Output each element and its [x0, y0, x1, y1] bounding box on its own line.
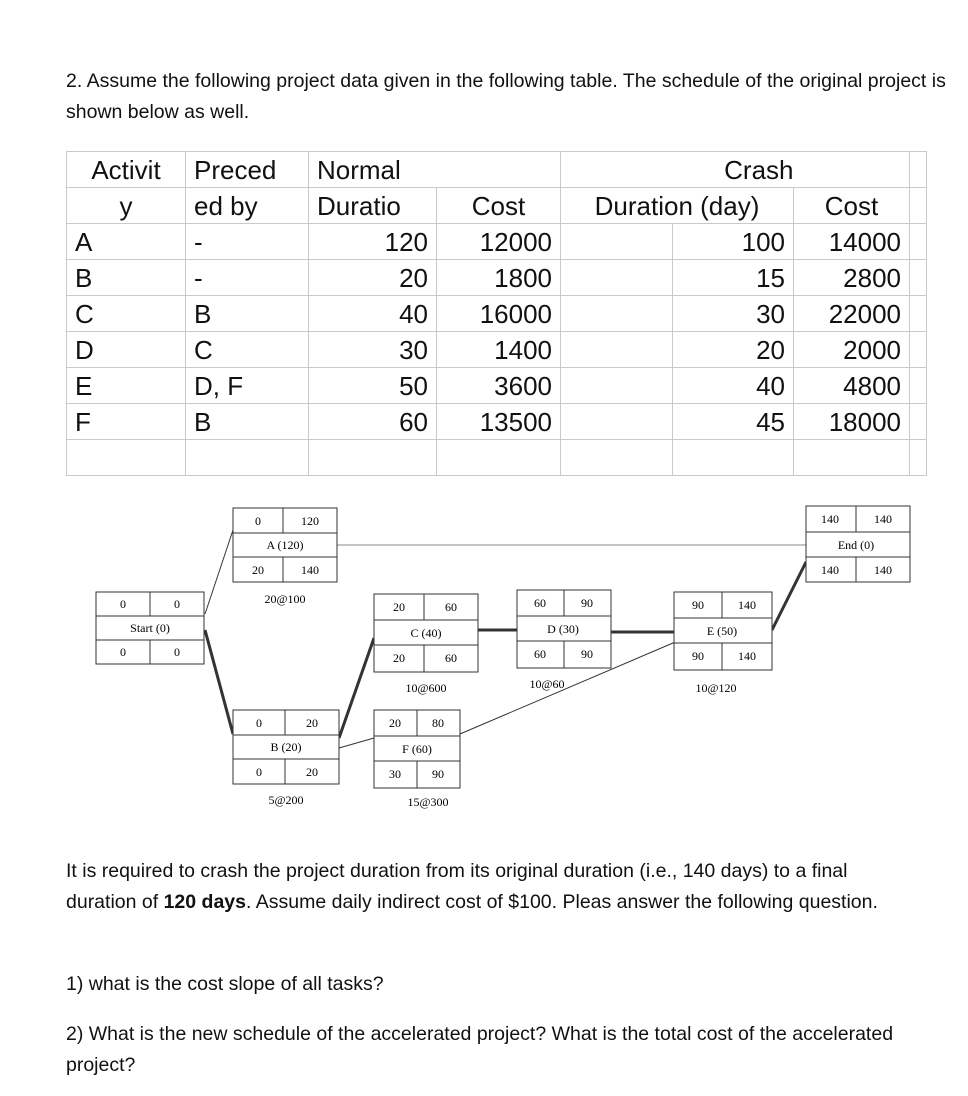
intro-paragraph: 2. Assume the following project data given in the following table. The schedule of the original project is shown below as well.	[66, 70, 946, 123]
activity-cell: F	[67, 404, 186, 440]
crash-cost-cell: 2800	[794, 260, 910, 296]
crash-duration-cell: 45	[673, 404, 794, 440]
crash-duration-cell: 40	[673, 368, 794, 404]
header-crash: Crash	[561, 152, 794, 188]
a-lf: 140	[301, 563, 319, 577]
crash-cost-cell: 4800	[794, 368, 910, 404]
end-es: 140	[821, 512, 839, 526]
c-crash-note: 10@600	[405, 681, 447, 695]
b-ef: 20	[306, 716, 318, 730]
start-es: 0	[120, 597, 126, 611]
project-data-table	[66, 151, 927, 476]
d-es: 60	[534, 596, 546, 610]
c-ls: 20	[393, 651, 405, 665]
header-crash-duration: Duration (day)	[561, 188, 794, 224]
normal-cost-cell: 16000	[437, 296, 561, 332]
d-lf: 90	[581, 647, 593, 661]
c-lf: 60	[445, 651, 457, 665]
normal-duration-cell: 30	[309, 332, 437, 368]
d-ls: 60	[534, 647, 546, 661]
e-crash-note: 10@120	[695, 681, 737, 695]
b-ls: 0	[256, 765, 262, 779]
a-ef: 120	[301, 514, 319, 528]
f-ef: 80	[432, 716, 444, 730]
requirement-text-end: . Assume daily indirect cost of $100. Pleas answer the following question.	[245, 891, 878, 913]
activity-cell: B	[67, 260, 186, 296]
b-lf: 20	[306, 765, 318, 779]
d-ef: 90	[581, 596, 593, 610]
e-ls: 90	[692, 649, 704, 663]
f-name: F (60)	[402, 742, 432, 756]
header-normal-cost: Cost	[437, 188, 561, 224]
e-ef: 140	[738, 598, 756, 612]
normal-cost-cell: 1800	[437, 260, 561, 296]
header-preceded: Preced	[186, 152, 309, 188]
normal-cost-cell: 1400	[437, 332, 561, 368]
f-crash-note: 15@300	[407, 795, 449, 809]
table-row	[67, 296, 927, 332]
table-row	[67, 260, 927, 296]
normal-cost-cell: 12000	[437, 224, 561, 260]
header-activity-cont: y	[67, 188, 186, 224]
header-normal-duration: Duratio	[309, 188, 437, 224]
activity-c-node	[374, 594, 478, 695]
activity-b-node	[233, 710, 339, 807]
a-crash-note: 20@100	[264, 592, 306, 606]
e-to-end-line	[772, 562, 806, 630]
header-row-1	[67, 152, 927, 188]
requirement-text: It is required to crash the project duration from its original duration (i.e., 140 days) to a final duration of	[66, 860, 848, 913]
header-normal: Normal	[309, 152, 561, 188]
activity-cell: C	[67, 296, 186, 332]
end-ls: 140	[821, 563, 839, 577]
pred-cell: -	[186, 224, 309, 260]
table-row	[67, 368, 927, 404]
activity-e-node	[674, 592, 772, 695]
normal-duration-cell: 60	[309, 404, 437, 440]
activity-f-node	[374, 710, 460, 809]
a-ls: 20	[252, 563, 264, 577]
f-ls: 30	[389, 767, 401, 781]
crash-cost-cell: 14000	[794, 224, 910, 260]
question-2: 2) What is the new schedule of the accelerated project? What is the total cost of the accelerated project?	[66, 1023, 894, 1076]
e-name: E (50)	[706, 624, 738, 638]
end-name: End (0)	[837, 538, 875, 552]
crash-cost-cell: 18000	[794, 404, 910, 440]
table-row	[67, 332, 927, 368]
crash-duration-cell: 15	[673, 260, 794, 296]
end-ef: 140	[874, 512, 892, 526]
d-name: D (30)	[547, 622, 579, 636]
normal-duration-cell: 50	[309, 368, 437, 404]
question-1: 1) what is the cost slope of all tasks?	[66, 973, 384, 995]
f-lf: 90	[432, 767, 444, 781]
start-to-b-line	[205, 630, 233, 734]
empty-row	[67, 440, 927, 476]
b-to-c-line	[339, 638, 374, 738]
b-to-f-line	[339, 738, 374, 748]
normal-cost-cell: 13500	[437, 404, 561, 440]
b-es: 0	[256, 716, 262, 730]
crash-duration-cell: 30	[673, 296, 794, 332]
f-es: 20	[389, 716, 401, 730]
header-crash-cost: Cost	[794, 188, 910, 224]
start-ls: 0	[120, 645, 126, 659]
header-activity: Activit	[67, 152, 186, 188]
pred-cell: C	[186, 332, 309, 368]
start-name: Start (0)	[130, 621, 170, 635]
e-lf: 140	[738, 649, 756, 663]
header-row-2	[67, 188, 927, 224]
b-name: B (20)	[270, 740, 302, 754]
c-es: 20	[393, 600, 405, 614]
crash-cost-cell: 22000	[794, 296, 910, 332]
normal-duration-cell: 20	[309, 260, 437, 296]
normal-cost-cell: 3600	[437, 368, 561, 404]
activity-cell: E	[67, 368, 186, 404]
c-name: C (40)	[410, 626, 442, 640]
header-preceded-cont: ed by	[186, 188, 309, 224]
requirement-paragraph	[66, 856, 916, 918]
pred-cell: B	[186, 404, 309, 440]
table-row	[67, 224, 927, 260]
normal-duration-cell: 40	[309, 296, 437, 332]
target-duration: 120 days	[163, 891, 246, 913]
activity-cell: D	[67, 332, 186, 368]
start-node	[96, 592, 204, 664]
end-lf: 140	[874, 563, 892, 577]
pred-cell: B	[186, 296, 309, 332]
start-lf: 0	[174, 645, 180, 659]
a-name: A (120)	[266, 538, 304, 552]
pred-cell: -	[186, 260, 309, 296]
end-node	[806, 506, 910, 582]
e-es: 90	[692, 598, 704, 612]
table-row	[67, 404, 927, 440]
start-ef: 0	[174, 597, 180, 611]
b-crash-note: 5@200	[268, 793, 304, 807]
crash-duration-cell: 20	[673, 332, 794, 368]
start-to-a-line	[205, 530, 233, 614]
d-crash-note: 10@60	[529, 677, 565, 691]
normal-duration-cell: 120	[309, 224, 437, 260]
crash-duration-cell: 100	[673, 224, 794, 260]
a-es: 0	[255, 514, 261, 528]
crash-cost-cell: 2000	[794, 332, 910, 368]
activity-cell: A	[67, 224, 186, 260]
project-network-diagram	[0, 490, 968, 820]
pred-cell: D, F	[186, 368, 309, 404]
c-ef: 60	[445, 600, 457, 614]
activity-a-node	[233, 508, 337, 606]
